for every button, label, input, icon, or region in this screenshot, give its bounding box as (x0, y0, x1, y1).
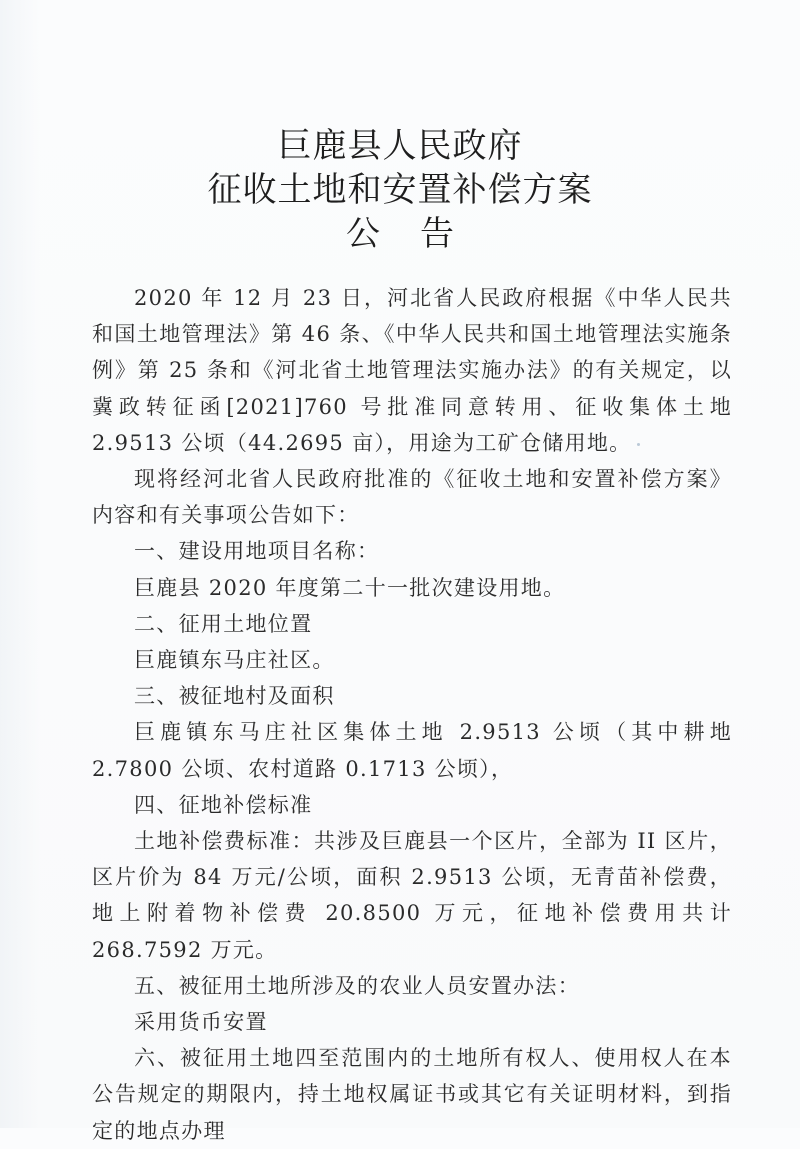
section-body-4: 土地补偿费标准：共涉及巨鹿县一个区片，全部为 II 区片，区片价为 84 万元/公顷，面积 2.9513 公顷，无青苗补偿费，地上附着物补偿费 20.8500 万元，征地补偿费用共计 268.7592 万元。 (92, 829, 732, 962)
section-heading-6: 六、被征用土地四至范围内的土地所有权人、使用权人在本公告规定的期限内，持土地权属证书或其它有关证明材料，到指定的地点办理 (92, 1046, 732, 1143)
section-heading-4: 四、征地补偿标准 (134, 792, 313, 817)
section-body-2: 巨鹿镇东马庄社区。 (134, 648, 335, 673)
announcement-paragraph: 现将经河北省人民政府批准的《征收土地和安置补偿方案》内容和有关事项公告如下： (92, 467, 732, 528)
title-issuer: 巨鹿县人民政府 (277, 126, 523, 166)
section-heading-3: 三、被征地村及面积 (134, 684, 335, 709)
scan-speck (637, 443, 640, 446)
section-heading-1: 一、建设用地项目名称： (134, 539, 380, 564)
document-title (0, 124, 800, 256)
section-body-5: 采用货币安置 (134, 1010, 268, 1035)
title-subject: 征收土地和安置补偿方案 (207, 170, 593, 210)
section-heading-2: 二、征用土地位置 (134, 611, 313, 636)
document-body (92, 280, 732, 1149)
intro-text: 2020 年 12 月 23 日，河北省人民政府根据《中华人民共和国土地管理法》第 46 条、《中华人民共和国土地管理法实施条例》第 25 条和《河北省土地管理法实施办法》的有关规定，以冀政转征函[2021]760 号批准同意转用、征收集体土地 2.9513 公顷（44.2695 亩），用途为工矿仓储用地。 (92, 286, 732, 455)
intro-paragraph (92, 280, 732, 461)
section-body-1: 巨鹿县 2020 年度第二十一批次建设用地。 (134, 575, 566, 600)
section-heading-5: 五、被征用土地所涉及的农业人员安置办法： (134, 973, 580, 998)
title-type: 公告 (346, 214, 494, 254)
section-body-3: 巨鹿镇东马庄社区集体土地 2.9513 公顷（其中耕地 2.7800 公顷、农村道路 0.1713 公顷）， (92, 720, 732, 781)
